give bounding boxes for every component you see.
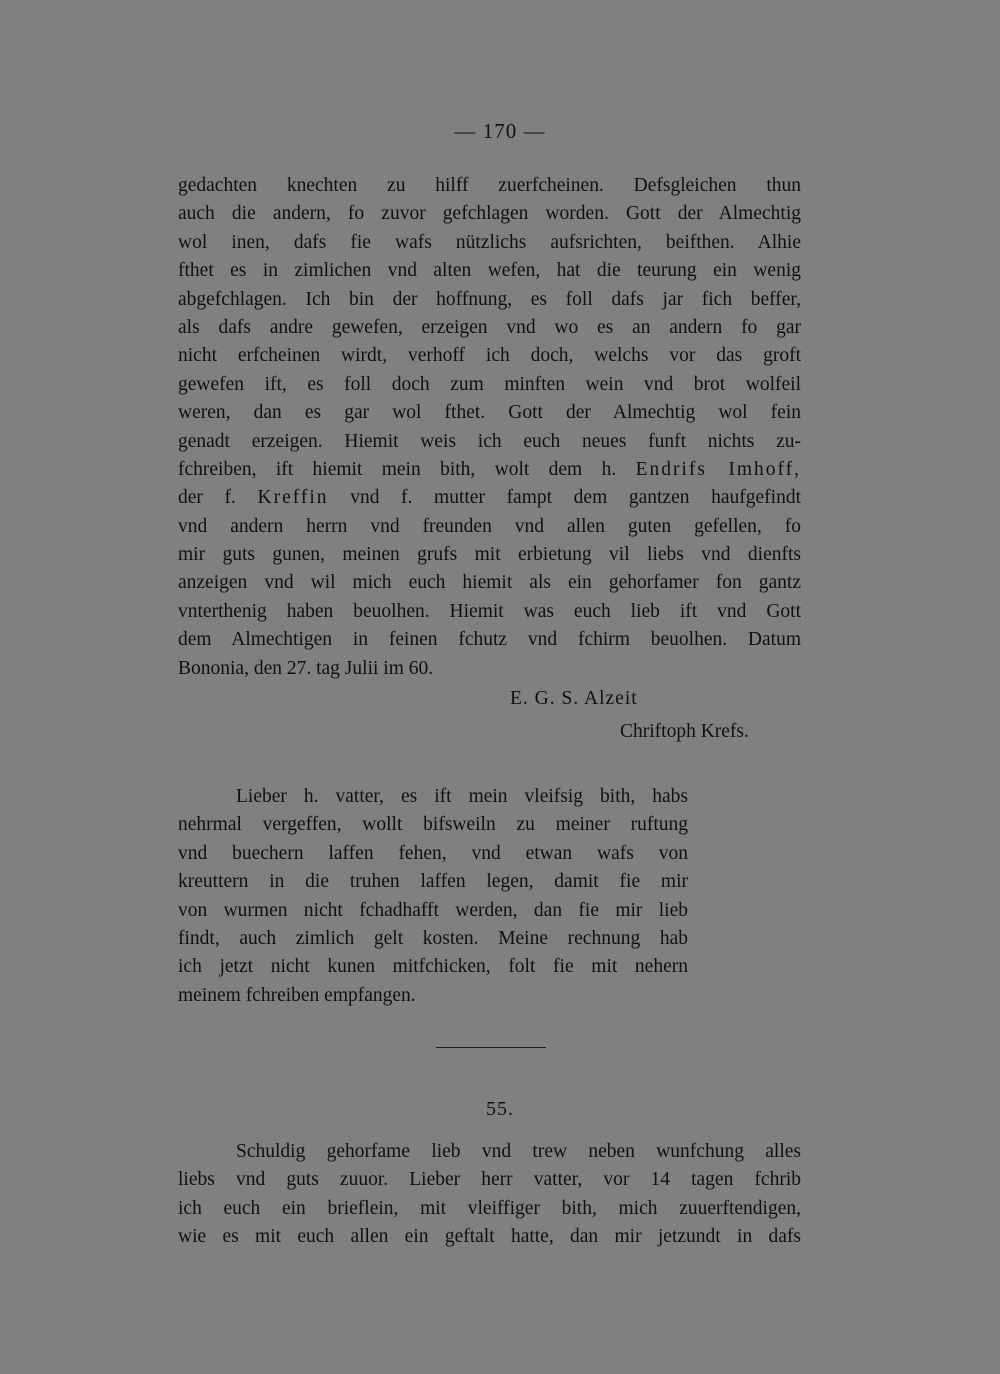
text-line: Schuldig gehorfame lieb vnd trew neben wunfchung alles: [236, 1141, 801, 1162]
letter-number: 55.: [486, 1098, 514, 1120]
letter-closing: E. G. S. Alzeit: [510, 688, 638, 709]
text-line: findt, auch zimlich gelt kosten. Meine rechnung hab: [178, 927, 688, 949]
text-line-with-name: [178, 456, 801, 484]
person-name-kreffin: Kreffin: [257, 487, 329, 509]
text-fragment: vnd f. mutter fampt dem gantzen haufgefindt: [350, 487, 801, 509]
text-line: gedachten knechten zu hilff zuerfcheinen. Defsgleichen thun: [178, 175, 801, 196]
text-line: genadt erzeigen. Hiemit weis ich euch neues funft nichts zu-: [178, 430, 801, 452]
text-line: vnd andern herrn vnd freunden vnd allen guten gefellen, fo: [178, 515, 801, 537]
text-fragment: der f.: [178, 487, 236, 509]
text-line-with-name: [178, 484, 801, 512]
text-line: wie es mit euch allen ein geftalt hatte, dan mir jetzundt in dafs: [178, 1226, 801, 1248]
text-fragment: fchreiben, ift hiemit mein bith, wolt dem h.: [178, 458, 617, 480]
text-line: als dafs andre gewefen, erzeigen vnd wo es an andern fo gar: [178, 316, 801, 338]
text-line: ich jetzt nicht kunen mitfchicken, folt fie mit nehern: [178, 956, 688, 978]
text-line: gewefen ift, es foll doch zum minften wein vnd brot wolfeil: [178, 373, 801, 395]
text-line: Lieber h. vatter, es ift mein vleifsig bith, habs: [236, 786, 688, 807]
text-line: abgefchlagen. Ich bin der hoffnung, es foll dafs jar fich beffer,: [178, 288, 801, 310]
text-line: dem Almechtigen in feinen fchutz vnd fchirm beuolhen. Datum: [178, 629, 801, 651]
text-line: von wurmen nicht fchadhafft werden, dan fie mir lieb: [178, 899, 688, 921]
text-line: liebs vnd guts zuuor. Lieber herr vatter, vor 14 tagen fchrib: [178, 1169, 801, 1191]
text-line: weren, dan es gar wol fthet. Gott der Almechtig wol fein: [178, 402, 801, 424]
text-line: wol inen, dafs fie wafs nützlichs aufsrichten, beifthen. Alhie: [178, 231, 801, 253]
section-divider: [436, 1047, 546, 1048]
text-line: nicht erfcheinen wirdt, verhoff ich doch, welchs vor das groft: [178, 345, 801, 367]
letter-body: [178, 172, 801, 683]
text-line: vnd buechern laffen fehen, vnd etwan wafs von: [178, 842, 688, 864]
text-line: anzeigen vnd wil mich euch hiemit als ein gehorfamer fon gantz: [178, 572, 801, 594]
letter-signature: Chriftoph Krefs.: [620, 721, 749, 742]
text-line: auch die andern, fo zuvor gefchlagen worden. Gott der Almechtig: [178, 203, 801, 225]
person-name-imhoff: Endrifs Imhoff,: [635, 458, 802, 480]
text-line: fthet es in zimlichen vnd alten wefen, hat die teurung ein wenig: [178, 260, 801, 282]
text-line: ich euch ein brieflein, mit vleiffiger bith, mich zuuerftendigen,: [178, 1197, 801, 1219]
text-line: meinem fchreiben empfangen.: [178, 984, 416, 1006]
page-number: — 170 —: [454, 119, 546, 143]
text-line: kreuttern in die truhen laffen legen, damit fie mir: [178, 871, 688, 893]
postscript-body: [178, 783, 688, 1010]
text-line: mir guts gunen, meinen grufs mit erbietung vil liebs vnd dienfts: [178, 544, 801, 566]
letter-body: [178, 1138, 801, 1252]
text-line: Bononia, den 27. tag Julii im 60.: [178, 657, 434, 679]
text-line: vnterthenig haben beuolhen. Hiemit was euch lieb ift vnd Gott: [178, 600, 801, 622]
text-line: nehrmal vergeffen, wollt bifsweiln zu meiner ruftung: [178, 814, 688, 836]
